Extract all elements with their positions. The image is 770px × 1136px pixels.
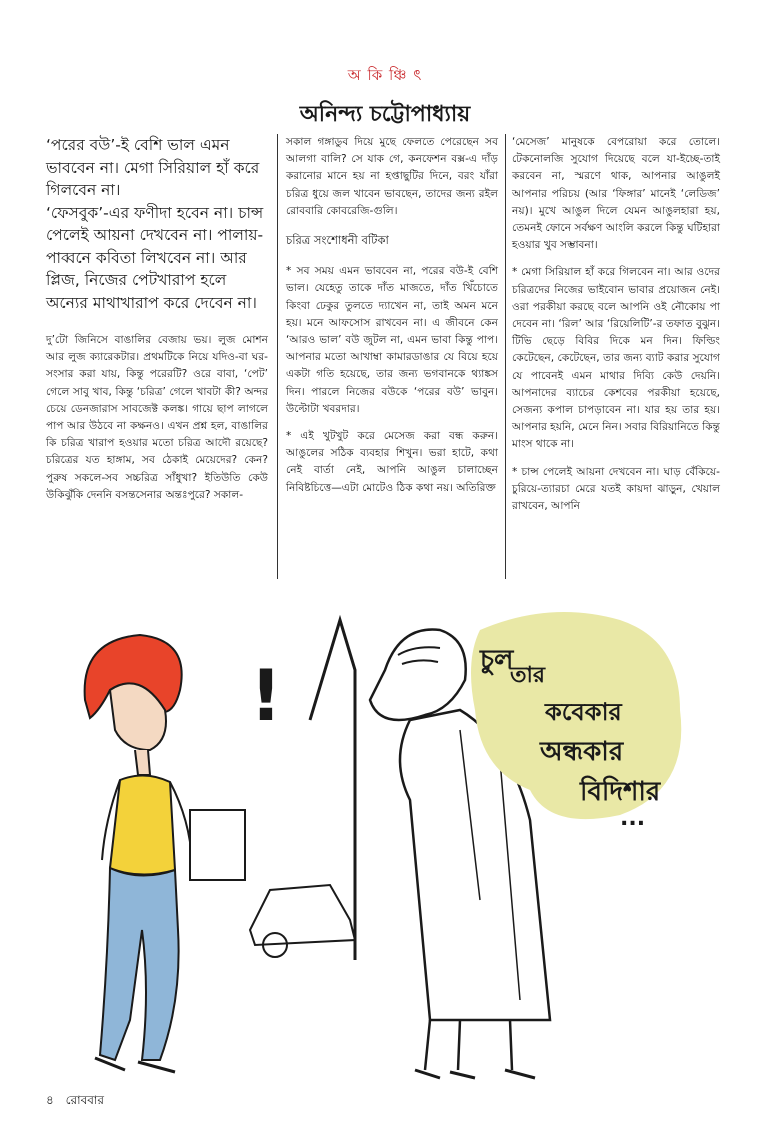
speech-line: তার bbox=[510, 663, 545, 688]
cartoon-illustration bbox=[80, 600, 710, 1080]
body-paragraph: সকাল গঙ্গাডুব দিয়ে মুছে ফেলতে পেরেছেন সব আলগা বালি? সে যাক গে, কনফেশন বক্স-এ দাঁড় করানোর মানে হয় না হপ্তাছুটির দিনে, বরং যাঁরা চরিত্র ধুয়ে জল খাবেন ভাবছেন, তাদের জন্য রইল রোববারি কোবরেজি-গুলি। bbox=[286, 136, 498, 217]
column-kicker: অ কি ঞ্চি ৎ bbox=[347, 66, 423, 84]
article-header bbox=[0, 64, 770, 134]
speech-line: বিদিশার bbox=[580, 777, 661, 807]
body-paragraph: * এই খুটখুট করে মেসেজ করা বন্ধ করুন। আঙুলের সঠিক ব্যবহার শিখুন। ভরা হাটে, কথা নেই বার্তা নেই, আপনি আঙুল চালাচ্ছেন নিবিষ্টচিত্তে—এটা মোটেও ঠিক কথা নয়। অতিরিক্ত bbox=[286, 430, 498, 494]
speech-line: অন্ধকার bbox=[540, 737, 624, 767]
handbag bbox=[190, 810, 245, 880]
pull-quote bbox=[46, 134, 268, 314]
column-divider bbox=[505, 134, 506, 579]
author-byline: অনিন্দ্য চট্টোপাধ্যায় bbox=[299, 102, 471, 127]
pull-quote-line: ‘পরের বউ’-ই বেশি ভাল এমন ভাববেন না। মেগা সিরিয়াল হাঁ করে গিলবেন না। bbox=[46, 136, 260, 199]
woman-figure bbox=[85, 635, 245, 1072]
exclamation-mark: ! bbox=[250, 655, 282, 737]
speech-line: চুল bbox=[480, 645, 514, 675]
body-paragraph: * মেগা সিরিয়াল হাঁ করে গিলবেন না। আর ওদের চরিত্রদের নিজের ভাইবোন ভাবার প্রয়োজন নেই। ওরা পরকীয়া করছে বলে আপনি ওই নৌকোয় পা দেবেন না। ‘রিল’ আর ‘রিয়েলিটি’-র তফাত বুঝুন। টিভি ছেড়ে বিবির দিকে মন দিন। ফিল্ডিং কেটেছেন, কেটেছেন, তার জন্য ব্যাট করার সুযোগ যে পাবেনই এমন মাথার দিব্যি কেউ দেয়নি। আপনাদের ব্যাচের কেশবের পরকীয়া হয়েছে, সেজন্য কপাল চাপড়াবেন না। যার হয় তার হয়। আপনার হয়নি, মেনে নিন। সবার বিরিয়ানিতে কিন্তু মাংস থাকে না। bbox=[512, 266, 720, 451]
speech-line: কবেকার bbox=[545, 698, 622, 726]
article-column-3 bbox=[512, 134, 720, 525]
page-footer bbox=[46, 1092, 104, 1112]
pull-quote-line: ‘ফেসবুক’-এর ফণীদা হবেন না। চান্স পেলেই আয়না দেখবেন না। পালায়-পাব্বনে কবিতা লিখবেন না। আর প্লিজ, নিজের পেটখারাপ হলে অন্যের মাথাখারাপ করে দেবেন না। bbox=[46, 203, 264, 312]
page-number: ৪ bbox=[46, 1093, 54, 1107]
body-paragraph: * চান্স পেলেই আয়না দেখবেন না। ঘাড় বেঁকিয়ে-চুরিয়ে-ত্যারচা মেরে যতই কায়দা ঝাড়ুন, খেয়াল রাখবেন, আপনি bbox=[512, 465, 720, 513]
article-column-1 bbox=[46, 134, 268, 514]
publication-name: রোববার bbox=[65, 1093, 105, 1107]
body-paragraph: ‘মেসেজ’ মানুষকে বেপরোয়া করে তোলে। টেকনোলজি সুযোগ দিয়েছে বলে যা-ইচ্ছে-তাই করবেন না, স্মরণে থাক, আপনার আঙুলই আপনার পরিচয় (আর ‘ফিঙ্গার’ মানেই ‘লেডিজ’ নয়)। মুখে আঙুল দিলে যেমন আঙুলহারা হয়, তেমনই ফোনে সর্বক্ষণ আংলি করলে কিন্তু ঘটিহারা হওয়ার খুব সম্ভাবনা। bbox=[512, 136, 720, 252]
article-column-2 bbox=[286, 134, 498, 507]
body-paragraph: * সব সময় এমন ভাববেন না, পরের বউ-ই বেশি ভাল। যেহেতু তাকে দাঁত মাজতে, দাঁত খিঁচোতে কিংবা ঢেকুর তুলতে দ্যাখেন না, তাই অমন মনে হয়। মনে আফসোস রাখবেন না। এ জীবনে কেন ‘আরও ভাল’ বউ জুটল না, এমন ভাবা কিন্তু পাপ। আপনার মতো আখাম্বা কামারডাঙার যে বিয়ে হয়ে একটা গতি হয়েছে, তার জন্য ভগবানকে থ্যাঙ্কস দিন। পারলে নিজের বউকে ‘পরের বউ’ ভাবুন। উল্টোটা খবরদার। bbox=[286, 265, 498, 415]
wall-sketch bbox=[310, 620, 355, 960]
speech-line: ... bbox=[620, 806, 646, 831]
section-subhead: চরিত্র সংশোধনী বটিকা bbox=[286, 233, 389, 248]
body-paragraph: দু’টো জিনিসে বাঙালির বেজায় ভয়। লুজ মোশন আর লুজ ক্যারেকটার। প্রথমটিকে নিয়ে যদিও-বা ঘর-সংসার করা যায়, কিন্তু পরেরটি? ওরে বাবা, ‘পেট’ গেলে সাবু খাব, কিন্তু ‘চরিত্র’ গেলে খাবটা কী? অন্দর চেয়ে ডেনজারাস সাবজেক্ট কলঙ্ক। গায়ে ছাপ লাগলে পাপ আর উঠবে না কক্ষনও। এখন প্রশ্ন হল, বাঙালির কি চরিত্র খারাপ হওয়ার মতো চরিত্র আদৌ রয়েছে? চরিত্রের যত হাঙ্গাম, সব ঠেকাই মেয়েদের? কেন? পুরুষ সকলে-সব সচ্চরিত্র সাঁধুখা? ইতিউতি কেউ উকিঝুঁকি দেননি বসন্তসেনার অন্তঃপুরে? সকাল- bbox=[46, 334, 268, 501]
column-divider bbox=[277, 134, 278, 579]
